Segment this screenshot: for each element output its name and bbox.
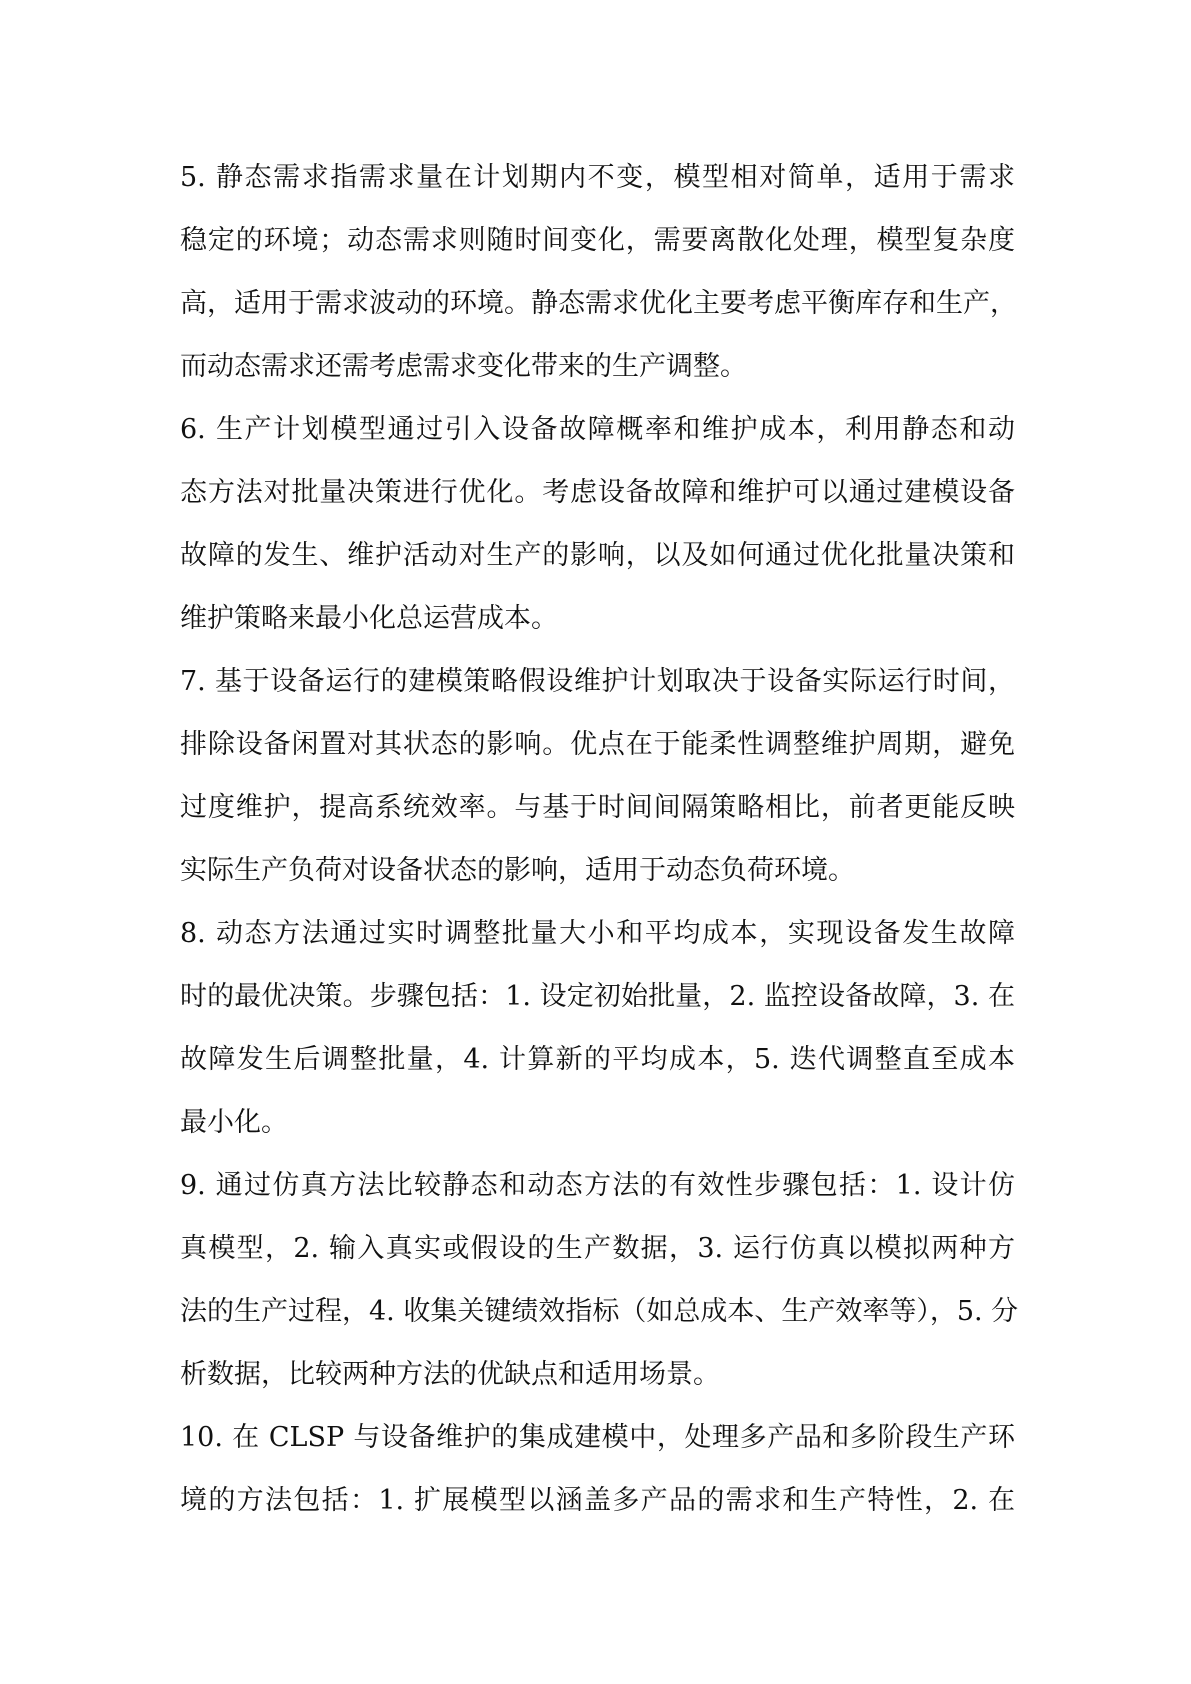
text-line: 过度维护，提高系统效率。与基于时间间隔策略相比，前者更能反映: [180, 792, 1015, 823]
text-line: 5. 静态需求指需求量在计划期内不变，模型相对简单，适用于需求: [180, 162, 1015, 193]
text-line: 高，适用于需求波动的环境。静态需求优化主要考虑平衡库存和生产，: [180, 288, 1017, 319]
paragraph-item-6: [180, 398, 1015, 650]
text-line: 稳定的环境；动态需求则随时间变化，需要离散化处理，模型复杂度: [180, 225, 1015, 256]
paragraph-item-5: [180, 146, 1015, 398]
text-line: 析数据，比较两种方法的优缺点和适用场景。: [180, 1359, 720, 1390]
text-line: 法的生产过程，4. 收集关键绩效指标（如总成本、生产效率等），5. 分: [180, 1296, 1019, 1327]
text-line: 排除设备闲置对其状态的影响。优点在于能柔性调整维护周期，避免: [180, 729, 1015, 760]
text-line: 实际生产负荷对设备状态的影响，适用于动态负荷环境。: [180, 855, 855, 886]
text-line: 维护策略来最小化总运营成本。: [180, 603, 558, 634]
paragraph-item-8: [180, 902, 1015, 1154]
text-line: 7. 基于设备运行的建模策略假设维护计划取决于设备实际运行时间，: [180, 666, 1015, 697]
text-line: 最小化。: [180, 1107, 288, 1138]
text-line: 境的方法包括：1. 扩展模型以涵盖多产品的需求和生产特性，2. 在: [180, 1485, 1015, 1516]
text-line: 时的最优决策。步骤包括：1. 设定初始批量，2. 监控设备故障，3. 在: [180, 981, 1015, 1012]
text-line: 态方法对批量决策进行优化。考虑设备故障和维护可以通过建模设备: [180, 477, 1015, 508]
text-body: [180, 146, 1019, 1532]
text-line: 故障发生后调整批量，4. 计算新的平均成本，5. 迭代调整直至成本: [180, 1044, 1015, 1075]
paragraph-item-7: [180, 650, 1015, 902]
paragraph-item-9: [180, 1154, 1019, 1406]
text-line: 真模型，2. 输入真实或假设的生产数据，3. 运行仿真以模拟两种方: [180, 1233, 1015, 1264]
text-line: 10. 在 CLSP 与设备维护的集成建模中，处理多产品和多阶段生产环: [180, 1422, 1015, 1453]
text-line: 9. 通过仿真方法比较静态和动态方法的有效性步骤包括：1. 设计仿: [180, 1170, 1015, 1201]
paragraph-item-10: [180, 1406, 1015, 1532]
text-line: 而动态需求还需考虑需求变化带来的生产调整。: [180, 351, 747, 382]
text-line: 6. 生产计划模型通过引入设备故障概率和维护成本，利用静态和动: [180, 414, 1015, 445]
text-line: 8. 动态方法通过实时调整批量大小和平均成本，实现设备发生故障: [180, 918, 1015, 949]
text-line: 故障的发生、维护活动对生产的影响，以及如何通过优化批量决策和: [180, 540, 1015, 571]
